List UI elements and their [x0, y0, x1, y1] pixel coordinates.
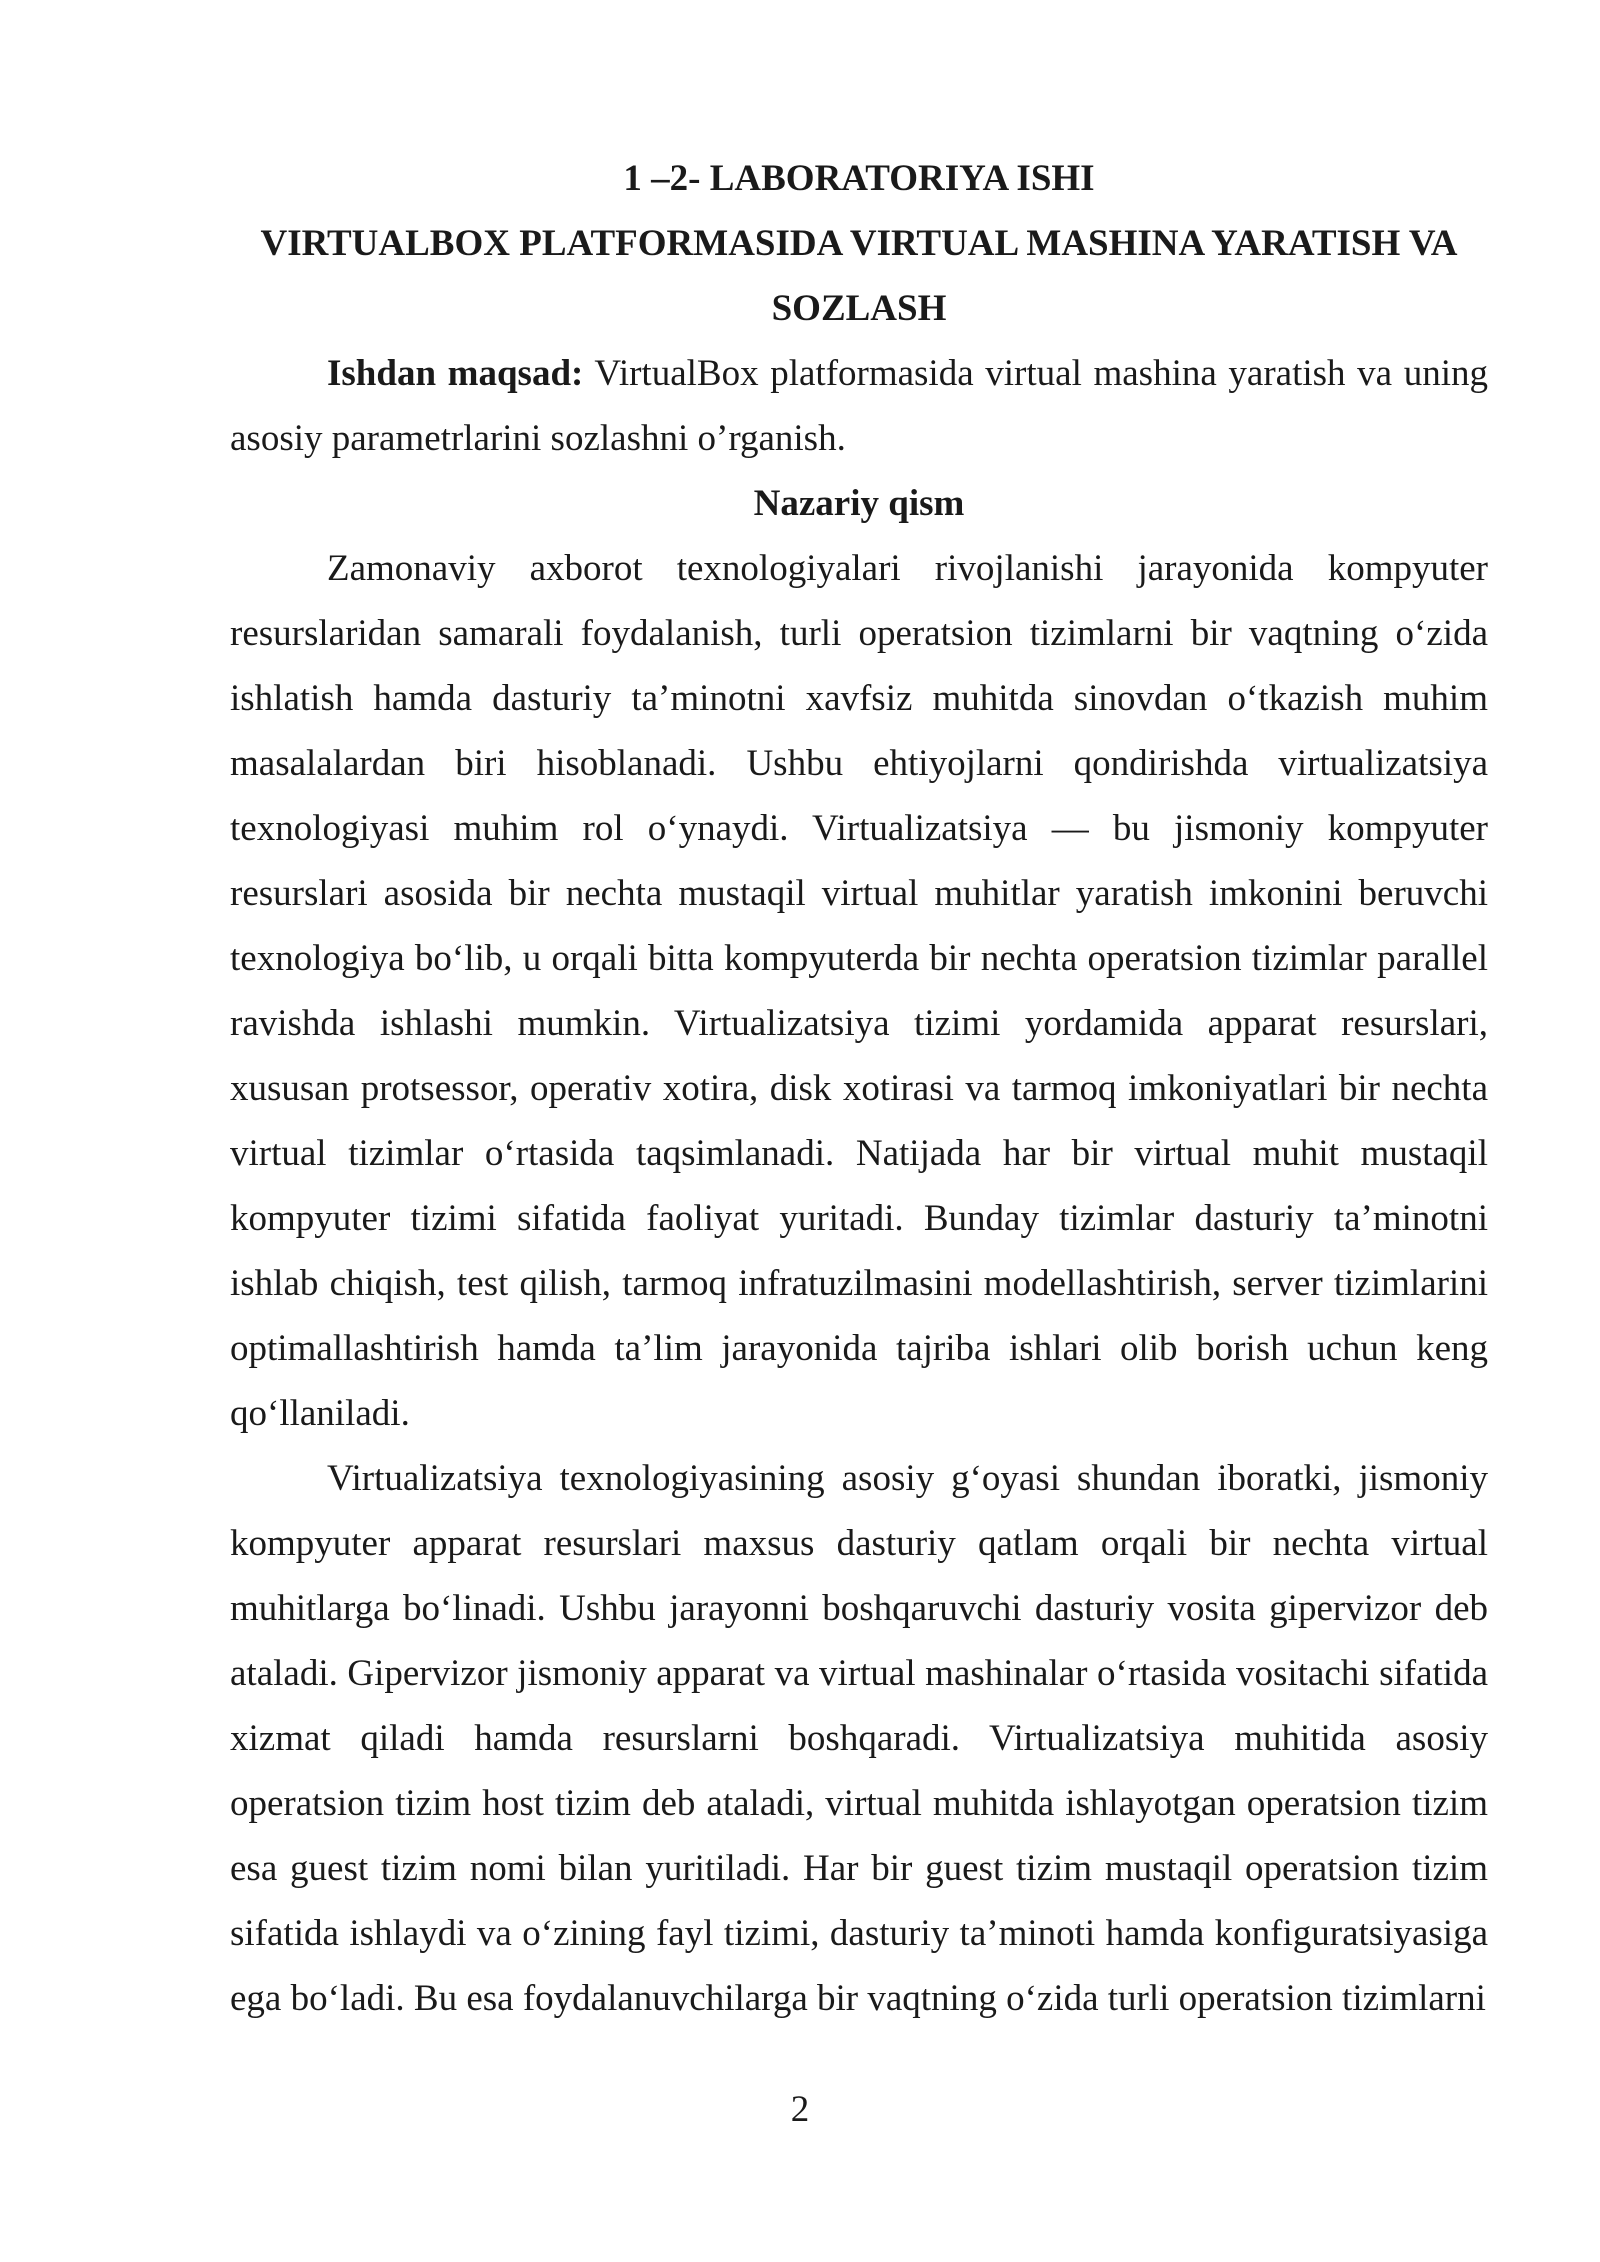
goal-text: VirtualBox platformasida virtual mashina yaratish va uning asosiy parametrlarini sozlashni o’rganish.: [230, 353, 1488, 459]
document-title: VIRTUALBOX PLATFORMASIDA VIRTUAL MASHINA YARATISH VA SOZLASH: [260, 223, 1458, 329]
goal-paragraph: [230, 341, 1488, 471]
lab-number-heading: 1 –2- LABORATORIYA ISHI: [623, 158, 1095, 199]
body-paragraph-2: Virtualizatsiya texnologiyasining asosiy g‘oyasi shundan iboratki, jismoniy kompyuter apparat resurslari maxsus dasturiy qatlam orqali bir nechta virtual muhitlarga bo‘linadi. Ushbu jarayonni boshqaruvchi dasturiy vosita gipervizor deb ataladi. Gipervizor jismoniy apparat va virtual mashinalar o‘rtasida vositachi sifatida xizmat qiladi hamda resurslarni boshqaradi. Virtualizatsiya muhitida asosiy operatsion tizim host tizim deb ataladi, virtual muhitda ishlayotgan operatsion tizim esa guest tizim nomi bilan yuritiladi. Har bir guest tizim mustaqil operatsion tizim sifatida ishlaydi va o‘zining fayl tizimi, dasturiy ta’minoti hamda konfiguratsiyasiga ega bo‘ladi. Bu esa foydalanuvchilarga bir vaqtning o‘zida turli operatsion tizimlarni: [230, 1458, 1488, 2019]
goal-label: Ishdan maqsad:: [327, 353, 584, 394]
body-paragraph-1: Zamonaviy axborot texnologiyalari rivojlanishi jarayonida kompyuter resurslaridan samarali foydalanish, turli operatsion tizimlarni bir vaqtning o‘zida ishlatish hamda dasturiy ta’minotni xavfsiz muhitda sinovdan o‘tkazish muhim masalalardan biri hisoblanadi. Ushbu ehtiyojlarni qondirishda virtualizatsiya texnologiyasi muhim rol o‘ynaydi. Virtualizatsiya — bu jismoniy kompyuter resurslari asosida bir nechta mustaqil virtual muhitlar yaratish imkonini beruvchi texnologiya bo‘lib, u orqali bitta kompyuterda bir nechta operatsion tizimlar parallel ravishda ishlashi mumkin. Virtualizatsiya tizimi yordamida apparat resurslari, xususan protsessor, operativ xotira, disk xotirasi va tarmoq imkoniyatlari bir nechta virtual tizimlar o‘rtasida taqsimlanadi. Natijada har bir virtual muhit mustaqil kompyuter tizimi sifatida faoliyat yuritadi. Bunday tizimlar dasturiy ta’minotni ishlab chiqish, test qilish, tarmoq infratuzilmasini modellashtirish, server tizimlarini optimallashtirish hamda ta’lim jarayonida tajriba ishlari olib borish uchun keng qo‘llaniladi.: [230, 548, 1488, 1434]
page-number: 2: [790, 2089, 810, 2130]
page-content: [230, 146, 1488, 2031]
section-title: Nazariy qism: [753, 483, 965, 524]
